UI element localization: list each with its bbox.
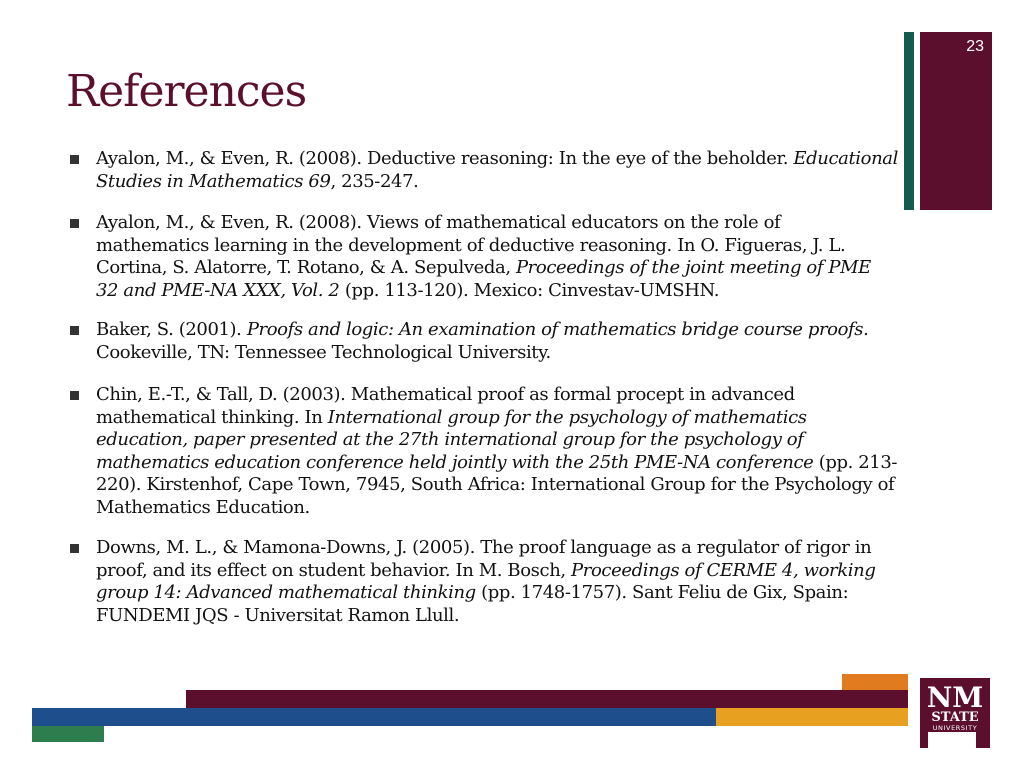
reference-list	[70, 148, 898, 646]
teal-accent-bar	[904, 32, 914, 210]
logo-line2: STATE	[931, 710, 979, 725]
square-bullet-icon	[70, 326, 79, 335]
reference-item	[70, 537, 898, 627]
square-bullet-icon	[70, 544, 79, 553]
maroon-header-block	[920, 32, 992, 210]
footer-stripe-blue	[32, 708, 716, 726]
logo-line1: NM	[926, 681, 984, 714]
slide-title: References	[66, 66, 307, 117]
reference-item	[70, 384, 898, 519]
reference-text: Ayalon, M., & Even, R. (2008). Views of mathematical educators on the role of mathematics learning in the development of deductive reasoning. In O. Figueras, J. L. Cortina, S. Alatorre, T. Rotano, & A. Sepulveda, Proceedings of the joint meeting of PME 32 and PME-NA XXX, Vol. 2 (pp. 113-120). Mexico: Cinvestav-UMSHN.	[96, 212, 871, 301]
footer-stripe-maroon	[186, 690, 908, 708]
square-bullet-icon	[70, 155, 79, 164]
reference-text: Ayalon, M., & Even, R. (2008). Deductive reasoning: In the eye of the beholder. Educational Studies in Mathematics 69, 235-247.	[96, 148, 898, 192]
nmsu-logo	[918, 674, 992, 750]
square-bullet-icon	[70, 391, 79, 400]
square-bullet-icon	[70, 219, 79, 228]
footer-stripe-green	[32, 726, 104, 742]
reference-item	[70, 212, 898, 302]
reference-text: Chin, E.-T., & Tall, D. (2003). Mathematical proof as formal procept in advanced mathematical thinking. In International group for the psychology of mathematics education, paper presented at the 27th international group for the psychology of mathematics education conference held jointly with the 25th PME-NA conference (pp. 213-220). Kirstenhof, Cape Town, 7945, South Africa: International Group for the Psychology of Mathematics Education.	[96, 384, 898, 518]
logo-line3: UNIVERSITY	[932, 724, 978, 732]
reference-item	[70, 319, 898, 364]
reference-text: Baker, S. (2001). Proofs and logic: An examination of mathematics bridge course proofs. Cookeville, TN: Tennessee Technological University.	[96, 319, 869, 363]
reference-text: Downs, M. L., & Mamona-Downs, J. (2005). The proof language as a regulator of rigor in proof, and its effect on student behavior. In M. Bosch, Proceedings of CERME 4, working group 14: Advanced mathematical thinking (pp. 1748-1757). Sant Feliu de Gix, Spain: FUNDEMI JQS - Universitat Ramon Llull.	[96, 537, 876, 626]
reference-item	[70, 148, 898, 193]
footer-stripe-gold	[716, 708, 908, 726]
slide-number: 23	[966, 38, 984, 55]
footer-stripe-orange	[842, 674, 908, 690]
